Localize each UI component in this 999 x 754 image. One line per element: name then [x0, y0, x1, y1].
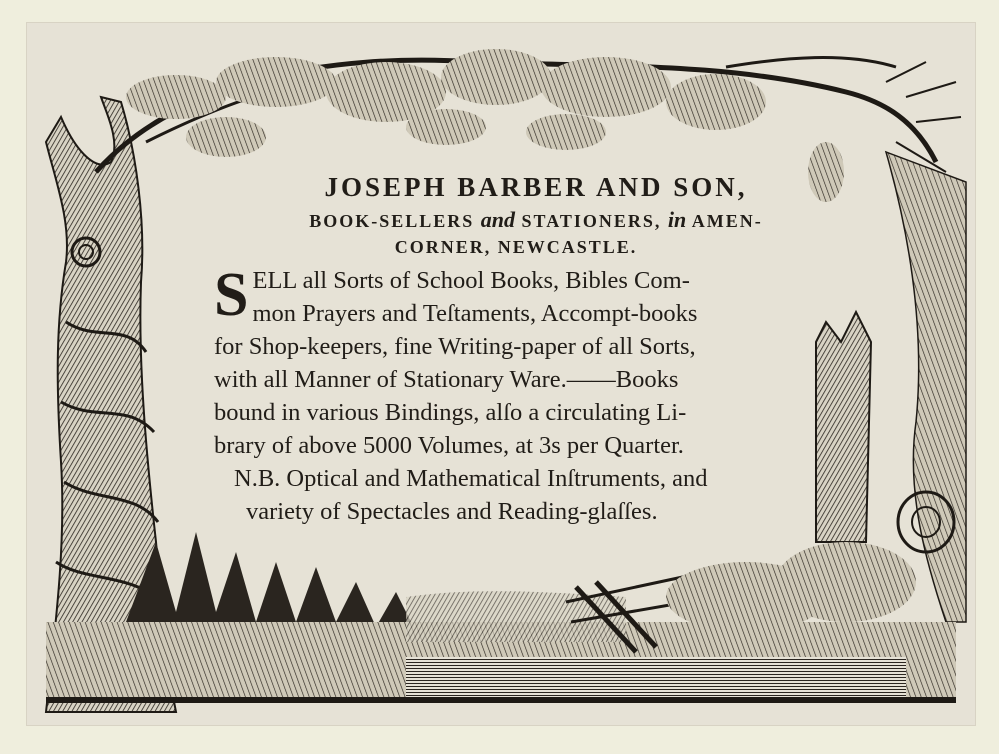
firm-name: JOSEPH BARBER AND SON,	[324, 172, 748, 202]
trade-in: in	[667, 207, 687, 232]
trade-booksellers: BOOK-SELLERS	[309, 211, 475, 231]
body-line-2: mon Prayers and Teſtaments, Accompt-books	[252, 300, 698, 327]
trade-amen: AMEN-	[691, 211, 763, 231]
body-line-3: for Shop-keepers, fine Writing-paper of all Sorts,	[214, 333, 696, 360]
trade-stationers: STATIONERS,	[521, 211, 662, 231]
body-line-6: brary of above 5000 Volumes, at 3s per Quarter.	[214, 432, 684, 459]
body-text	[214, 261, 854, 528]
address: CORNER, NEWCASTLE.	[394, 237, 638, 257]
body-line-1: ELL all Sorts of School Books, Bibles Com-	[252, 267, 690, 294]
trade-card	[26, 22, 976, 726]
drop-cap: S	[214, 261, 249, 329]
body-line-5: bound in various Bindings, alſo a circulating Li-	[214, 399, 687, 426]
body-line-8: variety of Spectacles and Reading-glaſſes.	[246, 498, 658, 525]
trade-and: and	[480, 207, 516, 232]
body-line-7: N.B. Optical and Mathematical Inſtruments, and	[234, 465, 708, 492]
advertisement-text	[196, 172, 836, 528]
trade-description	[236, 207, 836, 233]
ground-scene	[46, 532, 956, 703]
body-line-4: with all Manner of Stationary Ware.——Books	[214, 366, 679, 393]
